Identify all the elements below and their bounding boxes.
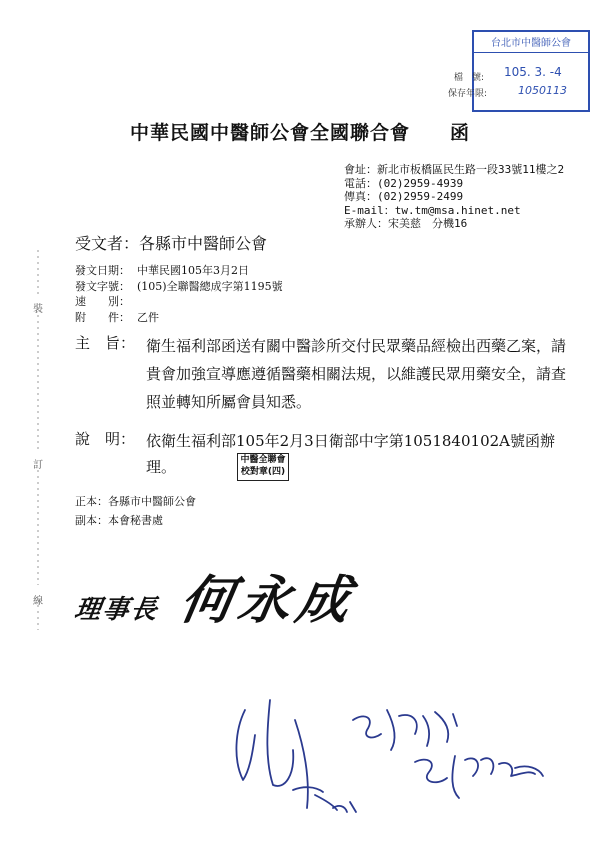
doc-number-value: (105)全聯醫總成字第1195號 [137,279,283,293]
contact-handler: 承辦人：宋美慈 分機16 [344,217,468,230]
handwritten-approval-scribbles [215,690,555,830]
original-recipient: 正本：各縣市中醫師公會 [75,495,196,508]
explanation-label: 說 明： [75,430,136,448]
explanation-text: 依衛生福利部105年2月3日衛部中字第1051840102A號函辦理。 [146,432,555,476]
stamp-period-label: 保存年限: [448,89,488,99]
subject-text: 衛生福利部函送有關中醫診所交付民眾藥品經檢出西藥乙案，請貴會加強宣導應遵循醫藥相關法規，以維護民眾用藥安全，請查照並轉知所屬會員知悉。 [146,337,567,411]
attachment-value: 乙件 [137,310,159,324]
stamp-handwritten-number: 1050113 [518,84,567,97]
contact-block [344,163,564,231]
speed-label: 速 別： [75,295,130,308]
subject-label: 主 旨： [75,334,136,352]
chairman-name: 何永成 [175,570,361,631]
contact-fax: 傳真：(02)2959-2499 [344,190,464,203]
meta-block [75,263,283,325]
binding-mark-top: 裝 [33,304,43,315]
proofreading-seal [237,453,289,481]
seal-line-2: 校對章(四) [240,467,286,477]
binding-dotted-line [30,250,46,630]
chairman-signature [72,558,361,633]
stamp-organization: 台北市中醫師公會 [474,34,588,53]
stamp-date: 105. 3. -4 [504,65,562,79]
attachment-label: 附 件： [75,310,130,324]
date-value: 中華民國105年3月2日 [137,264,249,277]
copy-recipient: 副本：本會秘書處 [75,514,163,527]
contact-phone: 電話：(02)2959-4939 [344,176,464,190]
binding-mark-bottom: 線 [33,596,43,607]
date-label: 發文日期： [75,264,130,277]
binding-mark-middle: 訂 [33,460,43,471]
seal-line-1: 中醫全聯會 [240,455,286,465]
document-title: 中華民國中醫師公會全國聯合會 函 [129,122,470,144]
stamp-number-label: 檔 號: [454,73,485,83]
chairman-title: 理事長 [72,595,161,625]
received-stamp [472,30,590,112]
doc-number-label: 發文字號： [75,279,130,293]
distribution-block [75,492,196,530]
contact-address: 會址：新北市板橋區民生路一段33號11樓之2 [344,163,565,176]
recipient: 受文者：各縣市中醫師公會 [75,234,268,253]
contact-email: E-mail：tw.tm@msa.hinet.net [344,203,521,217]
